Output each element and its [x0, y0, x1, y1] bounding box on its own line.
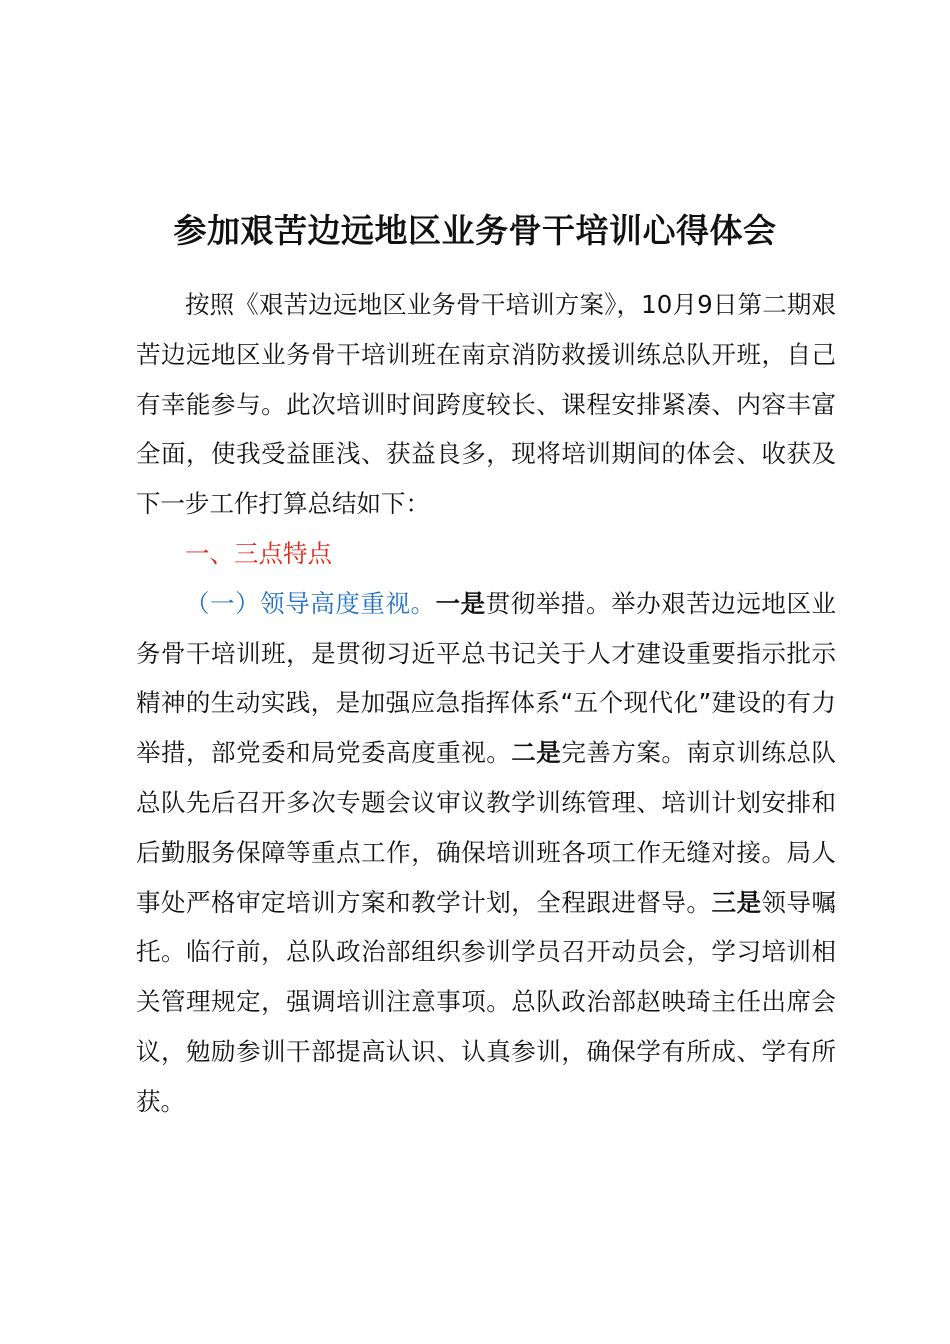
intro-paragraph: 按照《艰苦边远地区业务骨干培训方案》，10月9日第二期艰苦边远地区业务骨干培训班在南京消防救援训练总队开班，自己有幸能参与。此次培训时间跨度较长、课程安排紧凑、内容丰富全面，使我受益匪浅、获益良多，现将培训期间的体会、收获及下一步工作打算总结如下：: [136, 290, 836, 519]
subsection-paragraph-1: [136, 579, 836, 1127]
point-lead-1: 一是: [435, 588, 486, 618]
subsection-heading-1: （一）领导高度重视。: [185, 588, 436, 618]
section-heading-1: 一、三点特点: [185, 538, 332, 568]
document-title: 参加艰苦边远地区业务骨干培训心得体会: [173, 211, 777, 250]
document-body: [136, 280, 836, 1127]
point-text-2: 完善方案。南京训练总队总队先后召开多次专题会议审议教学训练管理、培训计划安排和后勤服务保障等重点工作，确保培训班各项工作无缝对接。局人事处严格审定培训方案和教学计划，全程跟进督导。: [136, 738, 837, 917]
point-text-3: 领导嘱托。临行前，总队政治部组织参训学员召开动员会，学习培训相关管理规定，强调培训注意事项。总队政治部赵映琦主任出席会议，勉励参训干部提高认识、认真参训，确保学有所成、学有所获。: [136, 887, 837, 1116]
point-lead-3: 三是: [711, 887, 762, 917]
point-text-1: 贯彻举措。举办艰苦边远地区业务骨干培训班，是贯彻习近平总书记关于人才建设重要指示批示精神的生动实践，是加强应急指挥体系“五个现代化”建设的有力举措，部党委和局党委高度重视。: [136, 588, 837, 768]
point-lead-2: 二是: [511, 738, 562, 768]
